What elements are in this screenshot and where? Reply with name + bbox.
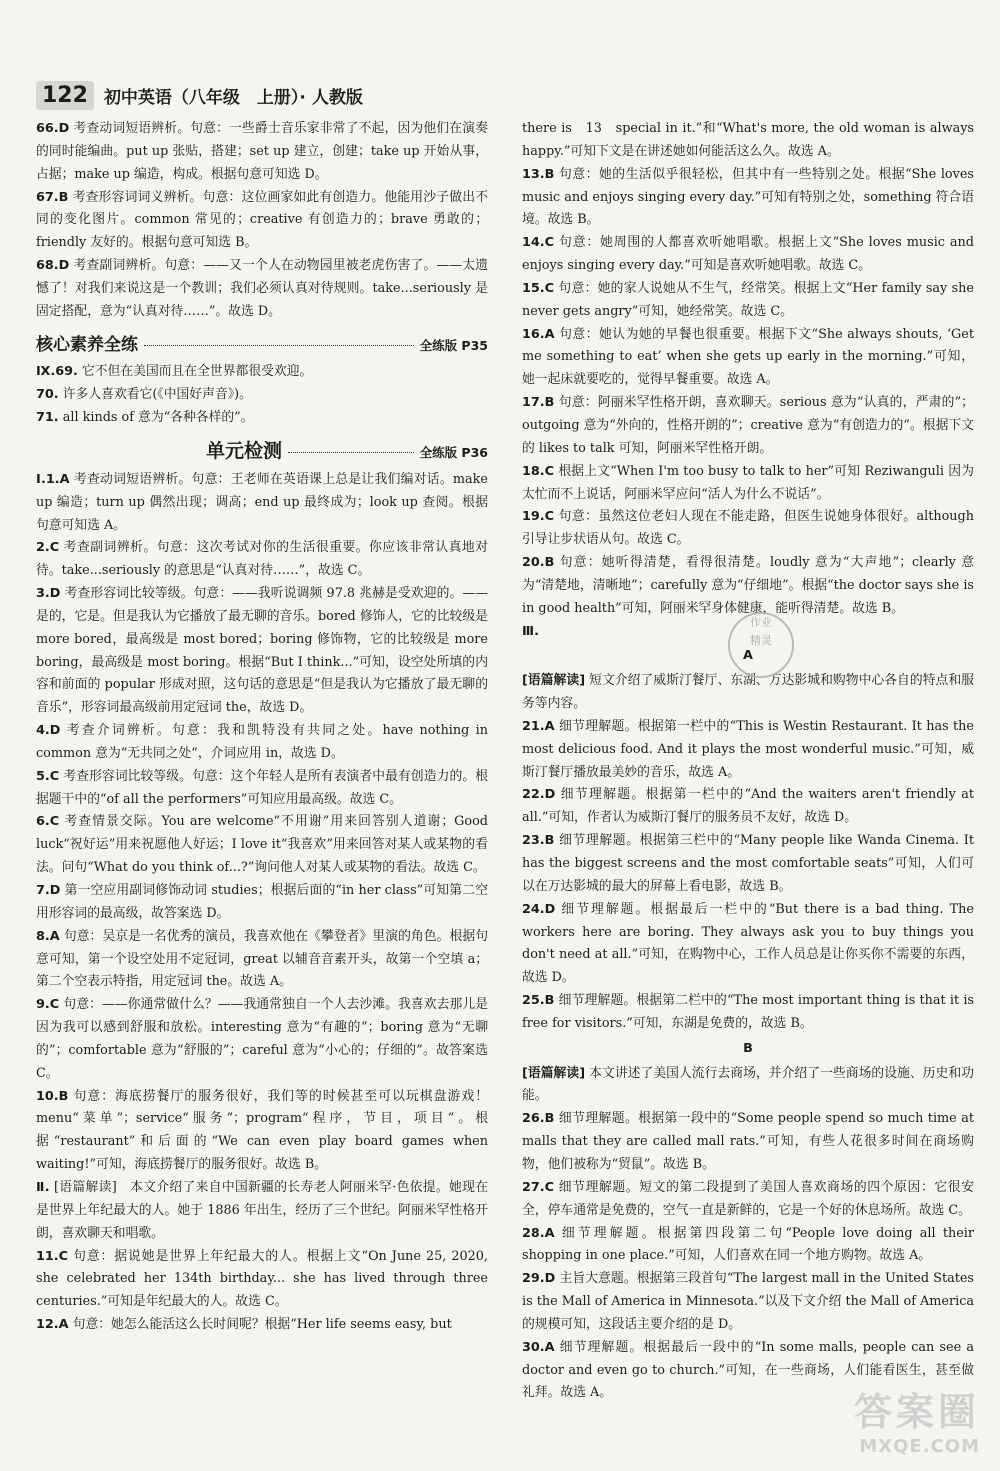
answer-number: 7.D	[36, 883, 61, 898]
answer-number: 17.B	[522, 395, 555, 411]
right-block-1	[522, 118, 974, 621]
left-block-2	[36, 361, 488, 430]
answer-text: 句意：她的生活似乎很轻松，但其中有一些特别之处。根据“She loves music and enjoys singing every day.”可知有特别之处，something 符合语境。故选 B。	[522, 166, 975, 228]
watermark	[854, 1381, 980, 1457]
answer-number: 66.D	[36, 121, 70, 136]
answer-number: 15.C	[522, 280, 555, 296]
left-block-3	[36, 469, 488, 1337]
answer-text: 考查形容词比较等级。句意：这个年轻人是所有表演者中最有创造力的。根据题干中的“of all the performers”可知应用最高级。故选 C。	[36, 768, 489, 807]
answer-entry	[522, 1223, 974, 1269]
answer-text: 根据上文“When I'm too busy to talk to her”可知 Reziwanguli 因为太忙而不上说话，阿丽米罕应问“活人为什么不说话”。	[522, 463, 975, 502]
answer-text: 许多人喜欢看它(《中国好声音》)。	[62, 387, 252, 403]
answer-entry	[522, 899, 974, 990]
answer-entry	[522, 716, 974, 785]
answer-entry	[522, 1268, 974, 1337]
answer-number: 67.B	[36, 189, 69, 205]
book-title: 初中英语（八年级 上册）· 人教版	[103, 87, 363, 108]
answer-text: 句意：据说她是世界上年纪最大的人。根据上文“On June 25, 2020, she celebrated her 134th birthday... she has lived through three centuries.”可知是年纪最大的人。故选 C。	[36, 1248, 488, 1310]
answer-number: 11.C	[36, 1248, 69, 1264]
answer-number: 8.A	[36, 928, 60, 944]
answer-text: 第一空应用副词修饰动词 studies；根据后面的“in her class”可知第二空用形容词的最高级，故答案选 D。	[36, 883, 488, 921]
answer-entry	[36, 537, 488, 583]
answer-entry	[522, 830, 974, 899]
answer-text: 句意：——你通常做什么？——我通常独自一个人去沙滩。我喜欢去那儿是因为我可以感到舒服和放松。interesting 意为“有趣的”；boring 意为“无聊的”；comfortable 意为“舒服的”；careful 意为“小心的；仔细的”。故答案选 C。	[36, 997, 488, 1081]
answer-entry	[522, 392, 974, 461]
section-ref: 全练版 P36	[419, 444, 488, 460]
answer-entry	[522, 1108, 974, 1177]
section-heading-core	[36, 334, 488, 358]
answer-number: 68.D	[36, 258, 70, 274]
answer-text: 本文讲述了美国人流行去商场，并介绍了一些商场的设施、历史和功能。	[522, 1065, 974, 1104]
answer-number: 18.C	[522, 463, 555, 479]
answer-text: 细节理解题。短文的第二段提到了美国人喜欢商场的四个原因：它很安全，停车通常是免费的，空气一直是新鲜的，它是一个好的休息场所。故选 C。	[522, 1179, 974, 1218]
section-title: 核心素养全练	[36, 334, 138, 355]
answer-text: 句意：海底捞餐厅的服务很好，我们等的时候甚至可以玩棋盘游戏！menu“菜单”；service“服务”；program“程序，节目，项目”。根据“restaurant”和后面的“We can even play board games when waiting!”可知，海底捞餐厅的服务很好。故选 B。	[36, 1088, 488, 1173]
answer-number: 21.A	[522, 718, 555, 734]
answer-text: 句意：她认为她的早餐也很重要。根据下文“She always shouts, ‘Get me something to eat’ when she gets up early in the morning.”可知，她一起床就要吃的，觉得早餐重要。故选 A。	[522, 326, 974, 388]
answer-text: 句意：她听得清楚，看得很清楚。loudly 意为“大声地”；clearly 意为“清楚地，清晰地”；carefully 意为“仔细地”。根据“the doctor says she is in good health”可知，阿丽米罕身体健康，能听得清楚。故选 B。	[522, 555, 974, 616]
answer-text: 短文介绍了威斯汀餐厅、东湖、万达影城和购物中心各自的特点和服务等内容。	[522, 673, 974, 712]
answer-number: 6.C	[36, 814, 60, 830]
answer-entry	[36, 994, 488, 1085]
right-column	[522, 118, 974, 1405]
answer-number: Ⅱ.	[36, 1179, 50, 1195]
answer-text: 考查介词辨析。句意：我和凯特没有共同之处。have nothing in common 意为“无共同之处”，介词应用 in，故选 D。	[36, 723, 488, 761]
answer-number: 5.C	[36, 768, 60, 784]
answer-number: 4.D	[36, 723, 61, 739]
answer-number: [语篇解读]	[522, 1065, 586, 1081]
answer-number: 22.D	[522, 787, 556, 803]
answer-text: 句意：她周围的人都喜欢听她唱歌。根据上文“She loves music and enjoys singing every day.”可知是喜欢听她唱歌。故选 C。	[522, 235, 974, 274]
page-number: 122	[36, 81, 94, 110]
answer-number: 19.C	[522, 509, 555, 525]
answer-text: 主旨大意题。根据第三段首句“The largest mall in the United States is the Mall of America in Minnesota.”以及下文介绍 the Mall of America 的规模可知，这段话主要介绍的是 D。	[522, 1271, 974, 1332]
answer-entry	[522, 506, 974, 552]
leader-dots	[288, 452, 414, 453]
page-header	[36, 76, 964, 114]
answer-number: [语篇解读]	[522, 673, 586, 689]
answer-text: all kinds of 意为“各种各样的”。	[62, 410, 254, 426]
answer-entry	[36, 1314, 488, 1337]
answer-entry	[36, 926, 488, 995]
answer-number: 14.C	[522, 235, 555, 251]
answer-number: 12.A	[36, 1317, 69, 1333]
answer-entry	[522, 1063, 974, 1109]
answer-number: Ⅸ.69.	[36, 364, 78, 380]
part-label: Ⅲ.	[522, 623, 539, 639]
answer-number: 25.B	[522, 993, 555, 1009]
answer-text: there is 13 special in it.”和“What's more, the old woman is always happy.”可知下文是在讲述她如何能活这么久。故选 A。	[522, 121, 974, 159]
section-ref: 全练版 P35	[419, 337, 488, 353]
answer-entry	[36, 720, 488, 766]
answer-entry	[36, 811, 488, 880]
answer-text: 细节理解题。根据第二栏中的“The most important thing is that it is free for visitors.”可知，东湖是免费的，故选 B。	[522, 993, 975, 1031]
answer-text: 考查动词短语辨析。句意：一些爵士音乐家非常了不起，因为他们在演奏的同时能编曲。put up 张贴，搭建；set up 建立，创建；take up 开始从事，占据；make up 编造，构成。根据句意可知选 D。	[36, 121, 488, 182]
answer-number: 20.B	[522, 555, 555, 571]
answer-entry	[36, 1246, 488, 1315]
left-block-1	[36, 118, 488, 324]
section-title: 单元检测	[206, 439, 283, 462]
section-heading-unit-test	[36, 440, 488, 465]
answer-text: 细节理解题。根据第一段中的“Some people spend so much time at malls that they are called mall rats.”可知，有些人花很多时间在商场购物，他们被称为“贸鼠”。故选 B。	[522, 1111, 974, 1172]
answer-entry	[522, 164, 974, 233]
answer-entry	[36, 361, 488, 384]
answer-number: Ⅰ.1.A	[36, 471, 70, 487]
answer-number: 30.A	[522, 1339, 555, 1355]
answer-text: 细节理解题。根据最后一段中的“In some malls, people can see a doctor and even go to church.”可知，在一些商场，人们能看医生，甚至做礼拜。故选 A。	[522, 1339, 974, 1401]
answer-text: 句意：虽然这位老妇人现在不能走路，但医生说她身体很好。although 引导让步状语从句。故选 C。	[522, 509, 974, 548]
left-column	[36, 118, 488, 1337]
answer-entry	[522, 784, 974, 830]
answer-text: 细节理解题。根据最后一栏中的“But there is a bad thing. The workers here are boring. They always ask you to buy things you don't need at all.”可知，在购物中心，工作人员总是让你买你不需要的东西，故选 D。	[522, 901, 974, 986]
answer-entry	[522, 1177, 974, 1223]
answer-text: 考查动词短语辨析。句意：王老师在英语课上总是让我们编对话。make up 编造；turn up 偶然出现；调高；end up 最终成为；look up 查阅。根据句意可知选 A。	[36, 471, 489, 533]
answer-text: 句意：她怎么能活这么长时间呢？根据“Her life seems easy, but	[72, 1317, 452, 1333]
answer-text: 考查情景交际。You are welcome“不用谢”用来回答别人道谢；Good luck“祝好运”用来祝愿他人好运；I love it“我喜欢”用来回答对某人或某物的看法。问句“What do you think of...?”询问他人对某人或某物的看法。故选 C。	[36, 814, 489, 876]
answer-number: 29.D	[522, 1271, 556, 1287]
answer-text: 句意：吴京是一名优秀的演员，我喜欢他在《攀登者》里演的角色。根据句意可知，第一个设空处用不定冠词，great 以辅音音素开头，故第一个空填 a；第二个空表示特指，用定冠词 the。故选 A。	[36, 928, 489, 990]
answer-entry	[522, 461, 974, 507]
answer-text: 细节理解题。根据第四段第二句“People love doing all their shopping in one place.”可知，人们喜欢在同一个地方购物。故选 A。	[522, 1225, 974, 1264]
answer-entry	[36, 1086, 488, 1177]
right-block-3	[522, 1063, 974, 1406]
answer-entry	[522, 990, 974, 1036]
answer-text: [语篇解读] 本文介绍了来自中国新疆的长寿老人阿丽米罕·色依提。她现在是世界上年纪最大的人。她于 1886 年出生，经历了三个世纪。阿丽米罕性格开朗，喜欢聊天和唱歌。	[36, 1179, 489, 1241]
answer-entry	[36, 469, 488, 538]
answer-number: 23.B	[522, 833, 555, 849]
answer-text: 句意：阿丽米罕性格开朗，喜欢聊天。serious 意为“认真的，严肃的”；outgoing 意为“外向的，性格开朗的”；creative 意为“有创造力的”。根据下文的 likes to talk 可知，阿丽米罕性格开朗。	[522, 395, 974, 456]
answer-entry	[522, 324, 974, 393]
answer-number: 3.D	[36, 586, 61, 602]
answer-entry	[36, 1177, 488, 1246]
answer-entry	[36, 384, 488, 407]
answer-number: 9.C	[36, 997, 60, 1013]
answer-text: 考查副词辨析。句意：——又一个人在动物园里被老虎伤害了。——太遗憾了！对我们来说这是一个教训；我们必须认真对待规则。take...seriously 是固定搭配，意为“认真对待……”。故选 D。	[36, 258, 489, 319]
answer-text: 细节理解题。根据第一栏中的“This is Westin Restaurant. It has the most delicious food. And it plays the most wonderful music.”可知，威斯汀餐厅播放最美妙的音乐，故选 A。	[522, 718, 974, 780]
answer-number: 70.	[36, 387, 59, 403]
answer-text: 它不但在美国而且在全世界都很受欢迎。	[81, 364, 313, 380]
answer-text: 细节理解题。根据第三栏中的“Many people like Wanda Cinema. It has the biggest screens and the most comfortable seats”可知，人们可以在万达影城的最大的屏幕上看电影，故选 B。	[522, 833, 974, 894]
answer-entry	[36, 766, 488, 812]
answer-number: 24.D	[522, 901, 556, 917]
answer-text: 句意：她的家人说她从不生气，经常笑。根据上文“Her family say she never gets angry”可知，她经常笑。故选 C。	[522, 280, 974, 319]
answer-number: 28.A	[522, 1225, 555, 1241]
watermark-logo: 答案圈	[853, 1390, 980, 1434]
watermark-url: MXQE.COM	[859, 1436, 980, 1457]
leader-dots	[144, 345, 414, 346]
answer-number: 26.B	[522, 1111, 555, 1127]
answer-text: 细节理解题。根据第一栏中的“And the waiters aren't friendly at all.”可知，作者认为威斯汀餐厅的服务员不友好，故选 D。	[522, 787, 974, 826]
answer-text: 考查形容词比较等级。句意：——我听说调频 97.8 兆赫是受欢迎的。——是的，它是。但是我认为它播放了最无聊的音乐。bored 修饰人，它的比较级是 more bored，最高级是 most bored；boring 修饰物，它的比较级是 more boring，最高级是 most boring。根据“But I think...”可知，设空处所填的内容和前面的 popular 形成对照，这句话的意思是“但是我认为它播放了最无聊的音乐”，形容词最高级前用定冠词 the，故选 D。	[36, 586, 488, 716]
answer-text: 考查形容词词义辨析。句意：这位画家如此有创造力。他能用沙子做出不同的变化图片。common 常见的；creative 有创造力的；brave 勇敢的；friendly 友好的。根据句意可知选 B。	[36, 189, 489, 251]
answer-entry	[36, 118, 488, 187]
answer-entry	[522, 232, 974, 278]
answer-number: 2.C	[36, 540, 60, 556]
answer-entry	[522, 278, 974, 324]
answer-entry	[522, 670, 974, 716]
stamp-icon: 作业 精灵	[728, 612, 794, 678]
answer-number: 27.C	[522, 1179, 555, 1195]
answer-number: 13.B	[522, 166, 555, 182]
answer-entry	[36, 255, 488, 324]
answer-number: 10.B	[36, 1088, 69, 1104]
answer-entry	[36, 187, 488, 256]
answer-entry	[36, 583, 488, 720]
answer-entry	[522, 552, 974, 621]
answer-entry	[36, 407, 488, 430]
passage-label-b: B	[743, 1040, 753, 1056]
answer-number: 16.A	[522, 326, 555, 342]
answer-entry	[522, 118, 974, 164]
answer-number: 71.	[36, 410, 59, 426]
answer-entry	[36, 880, 488, 926]
right-block-2	[522, 670, 974, 1036]
passage-label-a: A	[743, 648, 753, 664]
answer-text: 考查副词辨析。句意：这次考试对你的生活很重要。你应该非常认真地对待。take...seriously 的意思是“认真对待……”，故选 C。	[36, 540, 488, 579]
